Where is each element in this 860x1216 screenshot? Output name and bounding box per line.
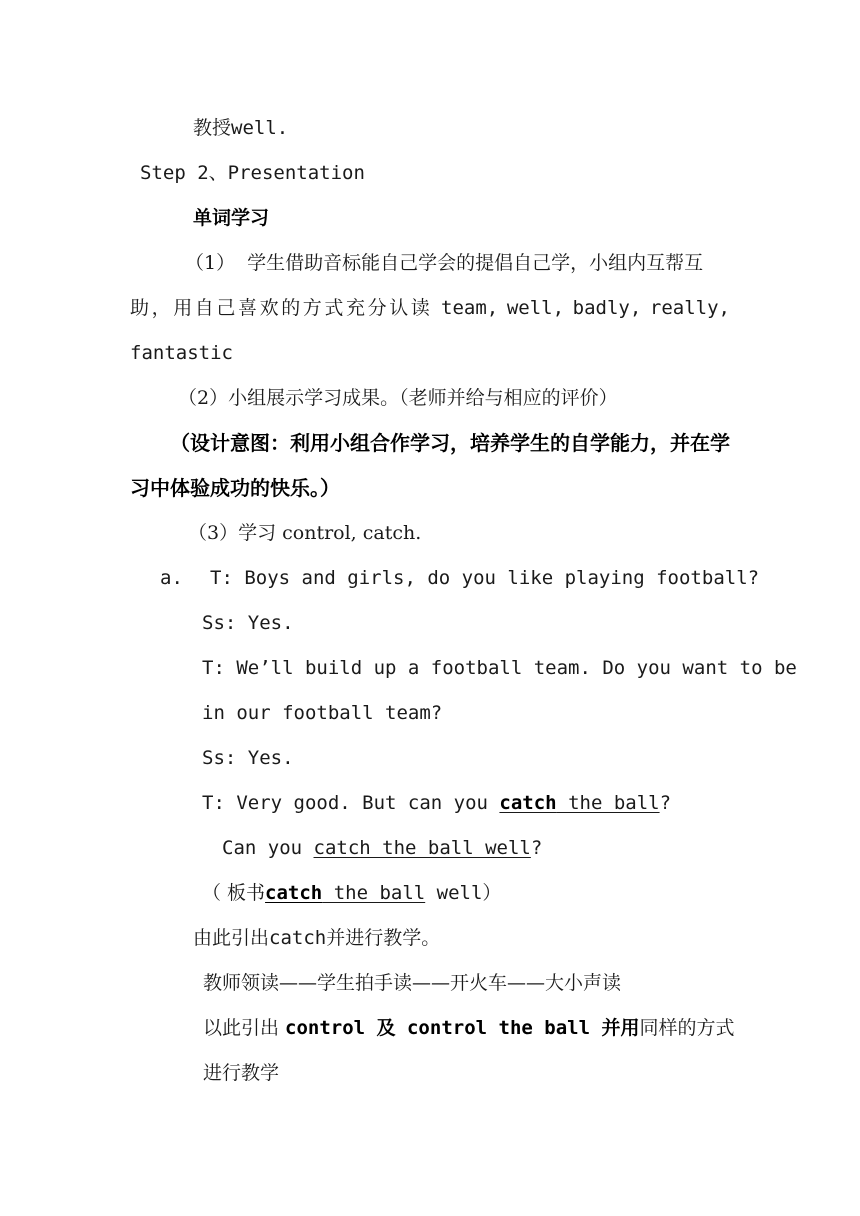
para-1-word: really,: [649, 297, 730, 319]
dialogue-6-end: ?: [659, 792, 672, 814]
word-catch: catch: [265, 882, 323, 904]
control-a: 以此引出: [203, 1017, 286, 1039]
text-the-ball: the ball: [556, 792, 660, 814]
lead-in-c: 并进行教学。: [326, 927, 441, 949]
dialogue-line-3: T: We’ll build up a football team. Do you want to be: [202, 657, 797, 679]
dialogue-line-7: [222, 836, 542, 860]
control-b: control 及 control the ball 并用: [285, 1017, 640, 1039]
para-1-line-3: fantastic: [130, 342, 233, 364]
dialogue-line-6: [202, 791, 671, 815]
word-catch: catch: [499, 792, 557, 814]
para-2: （2）小组展示学习成果。（老师并给与相应的评价）: [178, 387, 618, 409]
design-intent-line-1: （设计意图：利用小组合作学习，培养学生的自学能力，并在学: [170, 431, 730, 455]
para-1-line-2: [130, 296, 730, 320]
dialogue-line-2: Ss: Yes.: [202, 612, 294, 634]
dialogue-7-end: ?: [530, 837, 543, 859]
blackboard-line: [202, 881, 501, 905]
dialogue-line-4: in our football team?: [202, 702, 443, 724]
control-c: 同样的方式: [639, 1017, 735, 1039]
dialogue-7-phrase: catch the ball well: [313, 837, 531, 859]
blackboard-pre: （ 板书: [202, 882, 266, 904]
para-1-word: badly,: [572, 297, 642, 319]
vocab-heading: 单词学习: [193, 207, 270, 229]
list-label-a: a.: [160, 567, 183, 589]
para-1-word: 助，用自己喜欢的方式充分认读: [130, 297, 433, 319]
design-intent-line-2: 习中体验成功的快乐。）: [130, 476, 340, 500]
para-1-word: team,: [441, 297, 499, 319]
dialogue-6-pre: T: Very good. But can you: [202, 792, 500, 814]
line-teach-well: [193, 116, 288, 140]
text-well: well.: [231, 117, 289, 139]
para-1-text: 学生借助音标能自己学会的提倡自己学，小组内互帮互: [247, 252, 704, 274]
para-1-word: well,: [506, 297, 565, 319]
lead-in-catch: catch: [269, 927, 327, 949]
dialogue-line-5: Ss: Yes.: [202, 747, 294, 769]
control-line-2: 进行教学: [203, 1062, 280, 1084]
control-line: [203, 1016, 734, 1040]
blackboard-end: well）: [425, 882, 502, 904]
method-line: 教师领读——学生拍手读——开火车——大小声读: [203, 972, 622, 994]
dialogue-line-1: T: Boys and girls, do you like playing football?: [210, 567, 760, 589]
lead-in-a: 由此引出: [193, 927, 270, 949]
lead-in-line: [193, 926, 440, 950]
text-teach: 教授: [193, 117, 232, 139]
para-1-line-1: [185, 251, 703, 275]
dialogue-7-pre: Can you: [222, 837, 314, 859]
step2-heading: Step 2、Presentation: [140, 162, 365, 184]
text-the-ball: the ball: [322, 882, 426, 904]
para-1-number: （1）: [185, 252, 236, 274]
para-3: （3）学习 control, catch.: [188, 522, 422, 544]
dialogue-6-phrase: [499, 792, 659, 814]
